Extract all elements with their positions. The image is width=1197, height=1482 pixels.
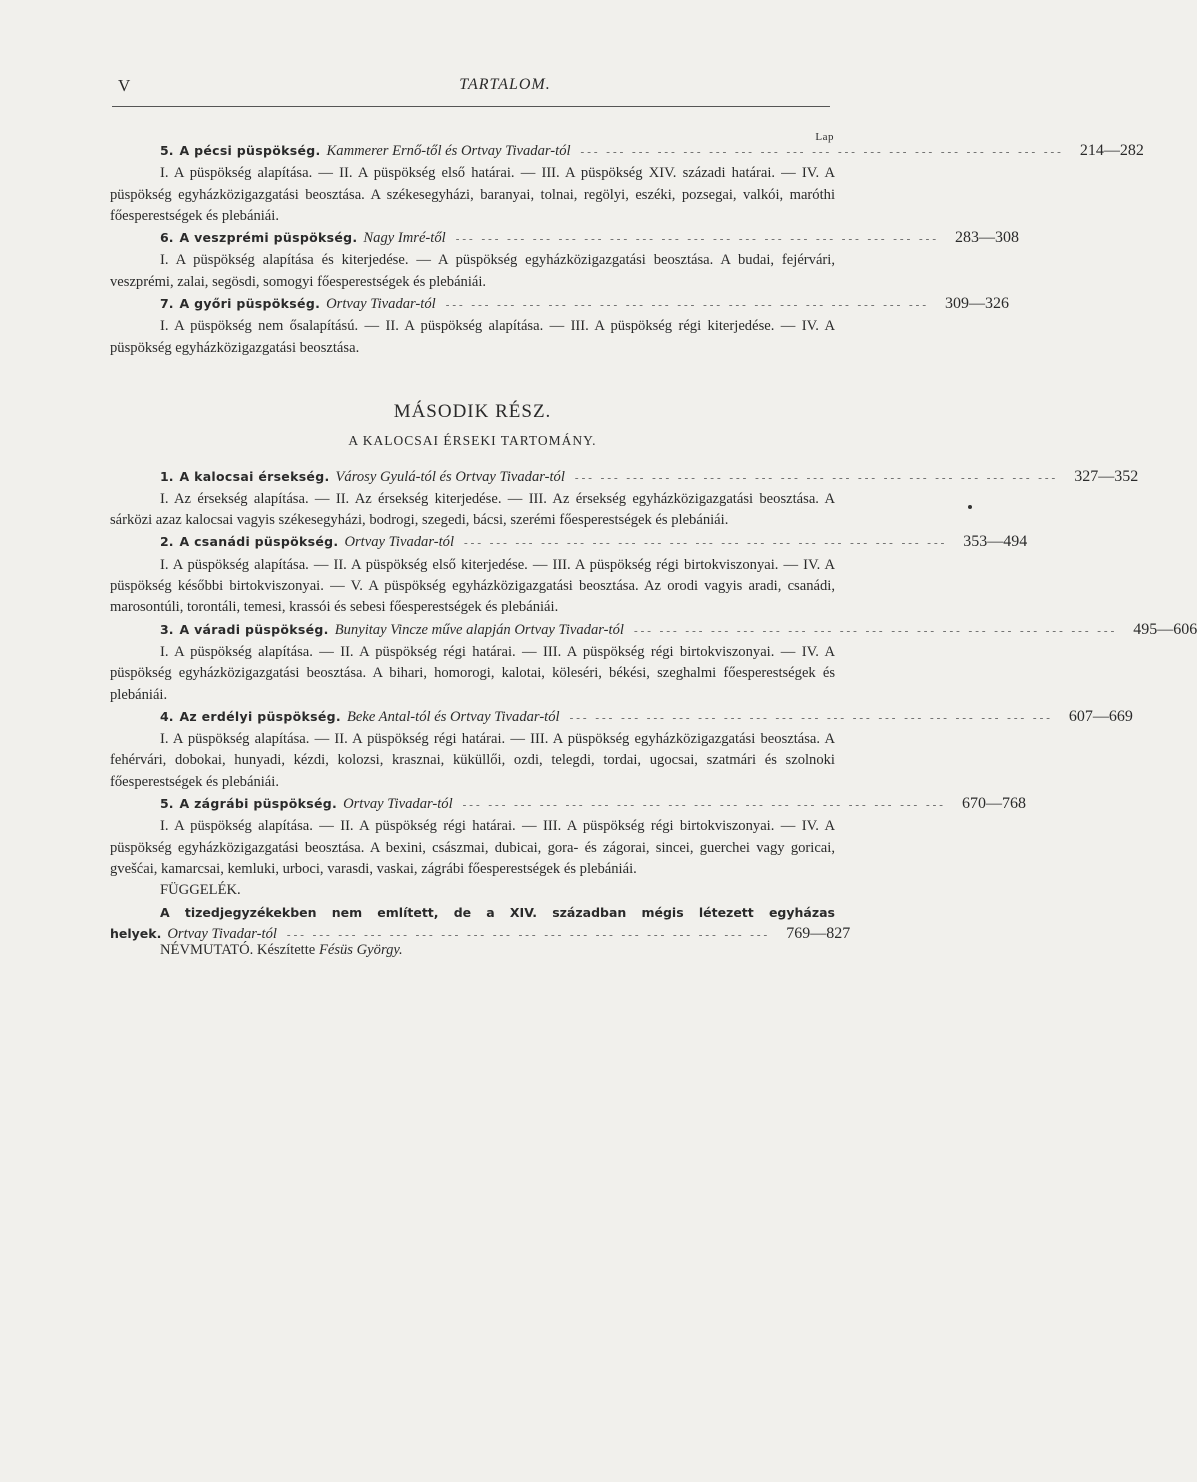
entry-number: 1. xyxy=(160,468,174,484)
index-label: NÉVMUTATÓ. Készítette xyxy=(160,942,316,959)
toc-entry xyxy=(110,619,1197,706)
toc-entry xyxy=(110,706,1133,793)
toc-entry xyxy=(110,466,1139,532)
entry-description xyxy=(110,163,835,227)
entry-title: A csanádi püspökség. xyxy=(179,534,339,550)
toc-entry xyxy=(110,793,1026,880)
toc-entry xyxy=(110,227,1019,293)
toc-entry xyxy=(110,531,1028,618)
entry-number: 3. xyxy=(160,621,174,637)
header-title: TARTALOM. xyxy=(459,76,551,93)
entry-pages: 214—282 xyxy=(1079,142,1144,159)
entry-number: 7. xyxy=(160,296,174,312)
entry-text: I. A püspökség alapítása. — II. A püspökség első kiterjedése. — III. A püspökség régi birtokviszonyai. — IV. A püspökség későbbi birtokviszonyai. — V. A püspökség egyházközigazgatási beosztása. Az orodi vagyis aradi, csanádi, marosontúli, torontáli, temesi, krassói és sebesi főesperestségek és plebániái. xyxy=(110,556,835,616)
entry-title: A zágrábi püspökség. xyxy=(179,796,338,812)
toc-entry-heading xyxy=(110,227,1019,250)
entry-number: 5. xyxy=(160,143,174,158)
toc-entry-heading xyxy=(110,706,1133,729)
entry-author: Ortvay Tivadar-tól xyxy=(344,534,454,551)
index-author: Fésüs György. xyxy=(318,942,403,959)
entry-title: A győri püspökség. xyxy=(179,296,321,312)
toc-entry-heading xyxy=(110,619,1197,642)
appendix-author: Ortvay Tivadar-tól xyxy=(167,925,277,942)
dot-leader: --- --- --- --- --- --- --- --- --- --- --- --- --- --- --- --- --- --- --- xyxy=(455,233,939,246)
entry-title: A pécsi püspökség. xyxy=(179,143,321,158)
header-page-number: V xyxy=(118,76,131,95)
entry-title: A váradi püspökség. xyxy=(179,621,329,637)
dot-leader: --- --- --- --- --- --- --- --- --- --- --- --- --- --- --- --- --- --- --- xyxy=(633,624,1118,637)
entry-number: 5. xyxy=(160,796,174,812)
entry-author: Városy Gyulá-tól és Ortvay Tivadar-tól xyxy=(335,468,565,485)
dot-leader: --- --- --- --- --- --- --- --- --- --- --- --- --- --- --- --- --- --- --- xyxy=(464,537,948,550)
entry-description xyxy=(110,642,835,706)
appendix-label: FÜGGELÉK. xyxy=(160,882,241,899)
entry-pages: 495—606 xyxy=(1133,620,1197,638)
dot-leader: --- --- --- --- --- --- --- --- --- --- --- --- --- --- --- --- --- --- --- xyxy=(574,471,1059,484)
header-rule xyxy=(112,106,830,107)
toc-part-one xyxy=(110,140,1144,359)
part-heading: MÁSODIK RÉSZ. xyxy=(393,400,552,422)
entry-author: Bunyitay Vincze műve alapján Ortvay Tivadar-tól xyxy=(334,621,624,638)
entry-title: Az erdélyi püspökség. xyxy=(179,708,341,724)
entry-pages: 670—768 xyxy=(961,795,1026,813)
entry-pages: 607—669 xyxy=(1068,707,1133,725)
entry-title: A veszprémi püspökség. xyxy=(179,230,358,246)
entry-text: I. A püspökség nem ősalapítású. — II. A püspökség alapítása. — III. A püspökség régi kiterjedése. — IV. A püspökség egyházközigazgatási beosztása. xyxy=(110,318,835,356)
entry-pages: 309—326 xyxy=(944,295,1009,313)
entry-pages: 353—494 xyxy=(963,533,1028,551)
toc-entry xyxy=(110,293,1009,359)
entry-description xyxy=(110,729,835,793)
entry-text: I. A püspökség alapítása. — II. A püspökség régi határai. — III. A püspökség régi birtokviszonyai. — IV. A püspökség egyházközigazgatási beosztása. A bihari, homorogi, kalotai, köleséri, békési, szeghalmi főesperestségek és plebániái. xyxy=(110,643,835,703)
entry-author: Beke Antal-tól és Ortvay Tivadar-tól xyxy=(346,708,560,725)
entry-author: Ortvay Tivadar-tól xyxy=(326,296,436,313)
toc-part-two xyxy=(110,466,1197,881)
entry-author: Nagy Imré-től xyxy=(363,230,446,247)
dot-leader: --- --- --- --- --- --- --- --- --- --- --- --- --- --- --- --- --- --- --- xyxy=(569,711,1053,724)
entry-text: I. A püspökség alapítása. — II. A püspökség első határai. — III. A püspökség XIV. századi határai. — IV. A püspökség egyházközigazgatási beosztása. A székesegyházi, baranyai, tolnai, regölyi, eszéki, pozsegai, valkói, maróthi főesperestségek és plebániái. xyxy=(110,165,835,224)
margin-mark xyxy=(968,505,972,509)
entry-description xyxy=(110,250,835,293)
toc-body xyxy=(110,140,1197,961)
entry-number: 2. xyxy=(160,534,174,550)
appendix-title: A tizedjegyzékekben nem említett, de a XIV. században mégis létezett egyházas xyxy=(160,904,835,920)
dot-leader: --- --- --- --- --- --- --- --- --- --- --- --- --- --- --- --- --- --- --- xyxy=(286,928,771,941)
appendix-pages: 769—827 xyxy=(786,924,851,942)
entry-text: I. Az érsekség alapítása. — II. Az érsekség kiterjedése. — III. Az érsekség egyházközigazgatási beosztása. A sárközi azaz kalocsai vagyis székesegyházi, bodrogi, szegedi, bácsi, szerémi főesperestségek és plebániái. xyxy=(110,490,835,529)
entry-text: I. A püspökség alapítása és kiterjedése. — A püspökség egyházközigazgatási beosztása. A budai, fejérvári, veszprémi, zalai, segösdi, somogyi főesperestségek és plebániái. xyxy=(110,252,835,290)
province-heading: A KALOCSAI ÉRSEKI TARTOMÁNY. xyxy=(348,433,597,449)
entry-description xyxy=(110,555,835,619)
entry-text: I. A püspökség alapítása. — II. A püspökség régi határai. — III. A püspökség régi birtokviszonyai. — IV. A püspökség egyházközigazgatási beosztása. A bexini, császmai, dubicai, gora- és zágorai, sincei, guerchei vagy goricai, gvešćai, kamarcsai, kemluki, urboci, varasdi, vaskai, zágrábi főesperestségek és plebániái. xyxy=(110,818,835,877)
entry-number: 6. xyxy=(160,230,174,246)
entry-author: Ortvay Tivadar-tól xyxy=(343,796,453,813)
toc-entry-heading xyxy=(110,140,1144,163)
toc-entry-heading xyxy=(110,293,1009,316)
entry-description xyxy=(110,316,835,359)
appendix-title-end: helyek. xyxy=(110,925,162,941)
entry-pages: 327—352 xyxy=(1074,467,1139,485)
entry-description xyxy=(110,816,835,880)
dot-leader: --- --- --- --- --- --- --- --- --- --- --- --- --- --- --- --- --- --- --- xyxy=(445,299,929,312)
toc-entry xyxy=(110,140,1144,227)
toc-entry-heading xyxy=(110,531,1028,554)
entry-description xyxy=(110,489,835,532)
dot-leader: --- --- --- --- --- --- --- --- --- --- --- --- --- --- --- --- --- --- --- xyxy=(462,799,946,812)
toc-entry-heading xyxy=(110,793,1026,816)
entry-number: 4. xyxy=(160,708,174,724)
entry-author: Kammerer Ernő-től és Ortvay Tivadar-tól xyxy=(326,143,571,159)
dot-leader: --- --- --- --- --- --- --- --- --- --- --- --- --- --- --- --- --- --- --- xyxy=(580,146,1064,158)
entry-title: A kalocsai érsekség. xyxy=(179,468,330,484)
entry-pages: 283—308 xyxy=(955,229,1019,247)
section-gap xyxy=(110,359,835,401)
toc-entry-heading xyxy=(110,466,1139,489)
page-column-label: Lap xyxy=(815,131,834,143)
entry-text: I. A püspökség alapítása. — II. A püspökség régi határai. — III. A püspökség egyházközigazgatási beosztása. A fehérvári, dobokai, hunyadi, kézdi, kolozsi, krasznai, küküllői, ozdi, telegdi, tordai, ugocsai, szatmári és szolnoki főesperestségek és plebániái. xyxy=(110,731,835,790)
